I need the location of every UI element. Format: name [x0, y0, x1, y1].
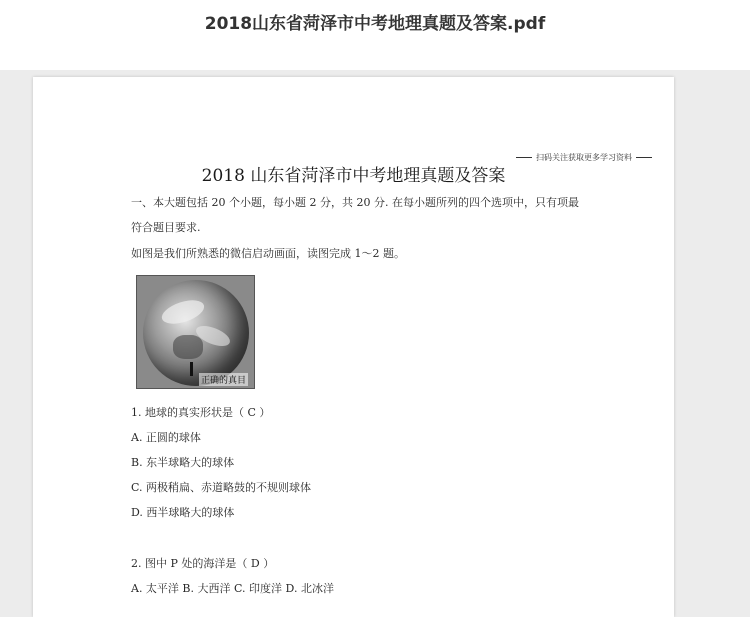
lead-in-text: 如图是我们所熟悉的微信启动画面，读图完成 1～2 题。: [131, 247, 405, 260]
question-1-option-b: B. 东半球略大的球体: [131, 456, 235, 469]
pdf-page: [33, 77, 674, 617]
standing-person-silhouette: [190, 362, 193, 376]
question-2-stem: 2. 图中 P 处的海洋是（ D ）: [131, 557, 275, 570]
question-1-stem: 1. 地球的真实形状是（ C ）: [131, 406, 271, 419]
document-title: 2018 山东省菏泽市中考地理真题及答案: [201, 166, 506, 186]
intro-line-1: 一、本大题包括 20 个小题，每小题 2 分，共 20 分. 在每小题所列的四个选项中，只有项最: [131, 196, 579, 209]
figure-caption: 正确的真目: [199, 373, 248, 386]
scan-note-text: 扫码关注获取更多学习资料: [536, 153, 632, 162]
earth-globe: [143, 280, 249, 386]
file-title: 2018山东省菏泽市中考地理真题及答案.pdf: [204, 14, 546, 34]
question-1-option-c: C. 两极稍扁、赤道略鼓的不规则球体: [131, 481, 312, 494]
viewer-top-bar: [0, 0, 750, 70]
question-1-option-d: D. 西半球略大的球体: [131, 506, 235, 519]
wechat-globe-image: [136, 275, 255, 389]
intro-line-2: 符合题目要求.: [131, 221, 201, 234]
scan-note-rule-left: [516, 157, 532, 158]
scan-note-rule-right: [636, 157, 652, 158]
question-2-options: A. 太平洋 B. 大西洋 C. 印度洋 D. 北冰洋: [131, 582, 334, 595]
question-1-option-a: A. 正圆的球体: [131, 431, 201, 444]
